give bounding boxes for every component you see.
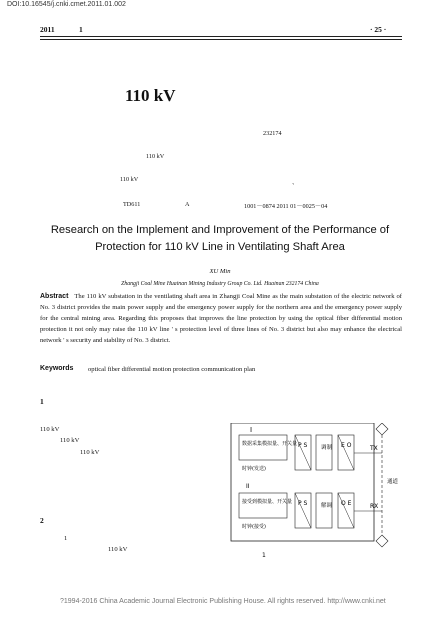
abstract-cn-line1: 110 kV <box>146 153 165 160</box>
doi-line: DOI:10.16545/j.cnki.cmet.2011.01.002 <box>7 1 126 8</box>
protection-scheme-diagram <box>228 423 408 563</box>
bottom-oe-diagonal <box>338 493 354 528</box>
figure-bottom-box-label: II <box>246 483 250 490</box>
english-title-line1: Research on the Implement and Improvement of the Performance of <box>50 224 390 236</box>
section-2-heading: 2 <box>40 516 44 525</box>
abstract-cn-line2: 110 kV <box>120 176 139 183</box>
header-issue: 1 <box>79 25 83 34</box>
document-code: A <box>185 201 190 208</box>
channel-label: 通道 <box>387 479 399 485</box>
header-year: 2011 <box>40 25 55 34</box>
author: XU Min <box>209 268 231 275</box>
abstract-text: The 110 kV substation in the ventilating shaft area in Zhangji Coal Mine as the main substation of the electric network of No. 3 district provides the main power supply and the emergency power supply for the northern area and the emergency power supply for the central mining area. Regarding this proposes that improves the line protection by using the optical fiber differential motion protection it not only may raise the 110 kV line ' s protection level of three lines of No. 3 district but also may enhance the electrical network ' s security and stability of No. 3 district. <box>40 293 402 344</box>
bottom-demod-box <box>316 493 332 528</box>
english-title-line2: Protection for 110 kV Line in Ventilating Shaft Area <box>95 241 345 253</box>
channel-diamond-top <box>376 423 388 435</box>
top-module-box <box>239 435 287 460</box>
postcode: 232174 <box>263 130 282 137</box>
bottom-module-box <box>239 493 287 518</box>
figure-top-box-label: I <box>250 426 253 434</box>
body-line-4: 1 <box>64 535 68 542</box>
footer-copyright: ?1994-2016 China Academic Journal Electronic Publishing House. All rights reserved. http://www.cnki.net <box>60 598 386 605</box>
section-1-heading: 1 <box>40 397 44 406</box>
bottom-ps-label: P S <box>298 500 308 507</box>
header-rule-thick <box>40 36 402 37</box>
bottom-ps-diagonal <box>295 493 311 528</box>
abstract-label: Abstract <box>40 293 69 300</box>
bottom-clock-label: 时钟(接受) <box>242 524 266 530</box>
abstract-block <box>40 291 402 346</box>
top-mod-box <box>316 435 332 470</box>
keywords-label: Keywords <box>40 365 74 372</box>
tx-label: TX <box>370 445 378 452</box>
bottom-oe-label: O E <box>341 500 352 507</box>
bottom-module-label: 接受到模拟量、开关量 <box>242 499 293 505</box>
header-page: · 25 · <box>370 25 387 34</box>
body-line-2: 110 kV <box>60 437 80 444</box>
clc-number: TD611 <box>123 201 141 208</box>
body-line-5: 110 kV <box>108 546 128 553</box>
top-eo-label: E O <box>341 442 352 449</box>
article-number: 1001－0874 2011 01－0025－04 <box>244 203 328 210</box>
abstract-cn-dot: 、 <box>292 179 299 186</box>
body-line-1: 110 kV <box>40 426 60 433</box>
header-rule-thin <box>40 39 402 40</box>
bottom-demod-label: 解调 <box>321 503 333 509</box>
figure-caption: 1 <box>262 552 266 559</box>
top-mod-label: 调制 <box>321 445 333 451</box>
affiliation: Zhangji Coal Mine Huainan Mining Industry Group Co. Ltd. Huainan 232174 China <box>121 281 319 287</box>
chinese-title: 110 kV <box>125 86 176 105</box>
top-module-label: 数据采集模拟量、开关量 <box>242 441 298 447</box>
rx-label: RX <box>370 503 379 510</box>
channel-diamond-bottom <box>376 535 388 547</box>
top-eo-diagonal <box>338 435 354 470</box>
top-clock-label: 时钟(发送) <box>242 466 266 472</box>
top-ps-diagonal <box>295 435 311 470</box>
keywords-text: optical fiber differential motion protection communication plan <box>88 366 256 373</box>
top-ps-label: P S <box>298 442 308 449</box>
body-line-3: 110 kV <box>80 449 100 456</box>
